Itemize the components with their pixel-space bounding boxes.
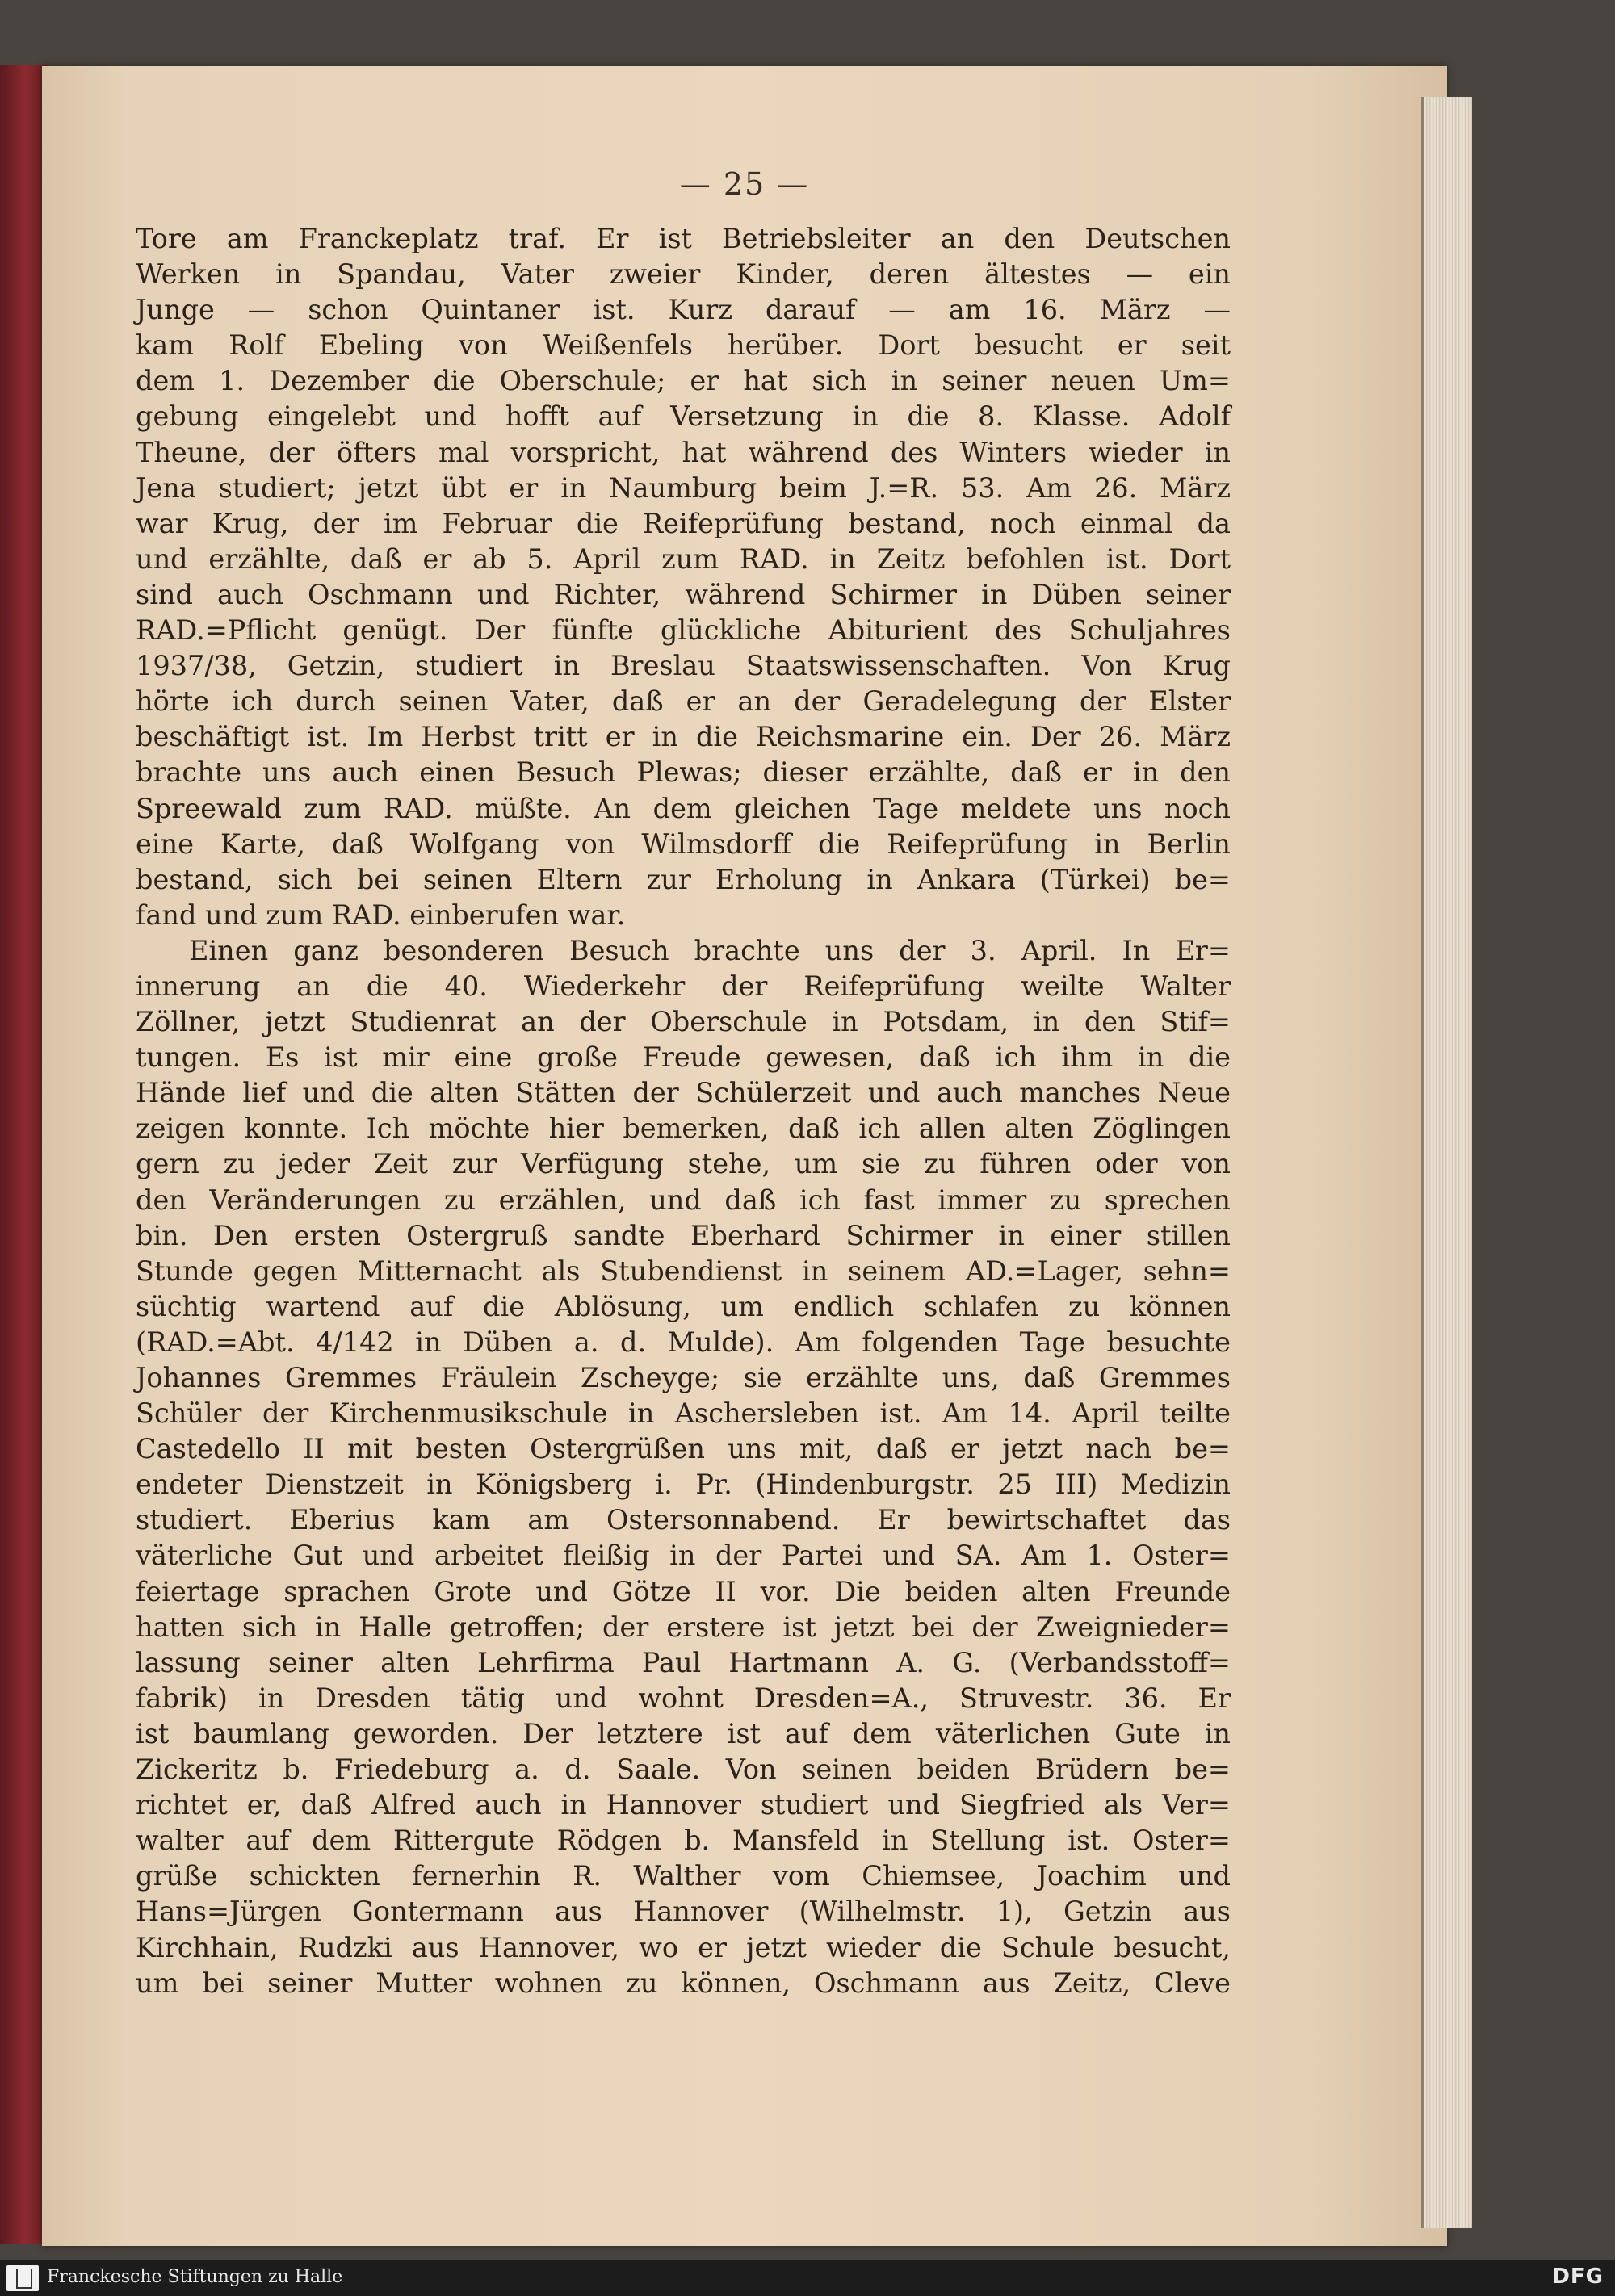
text-line: lassung seiner alten Lehrfirma Paul Hartmann A. G. (Verbandsstoff=	[136, 1646, 1231, 1678]
text-line: und erzählte, daß er ab 5. April zum RAD. in Zeitz befohlen ist. Dort	[136, 543, 1231, 575]
text-line: fand und zum RAD. einberufen war.	[136, 899, 626, 931]
text-line: beschäftigt ist. Im Herbst tritt er in die Reichsmarine ein. Der 26. März	[136, 721, 1231, 753]
institution-logo-icon	[6, 2265, 39, 2291]
text-line: innerung an die 40. Wiederkehr der Reifeprüfung weilte Walter	[136, 970, 1231, 1002]
text-line: Junge — schon Quintaner ist. Kurz darauf — am 16. März —	[136, 294, 1231, 326]
dfg-logo: DFG	[1552, 2265, 1604, 2289]
text-line: gebung eingelebt und hofft auf Versetzung in die 8. Klasse. Adolf	[136, 400, 1231, 433]
text-line: Schüler der Kirchenmusikschule in Aschersleben ist. Am 14. April teilte	[136, 1397, 1231, 1430]
text-line: Tore am Franckeplatz traf. Er ist Betriebsleiter an den Deutschen	[136, 223, 1231, 254]
text-line: tungen. Es ist mir eine große Freude gewesen, daß ich ihm in die	[136, 1041, 1231, 1074]
text-line: Zickeritz b. Friedeburg a. d. Saale. Von seinen beiden Brüdern be=	[136, 1753, 1231, 1786]
text-line: endeter Dienstzeit in Königsberg i. Pr. (Hindenburgstr. 25 III) Medizin	[136, 1469, 1231, 1501]
text-line: Einen ganz besonderen Besuch brachte uns der 3. April. In Er=	[189, 934, 1231, 966]
text-line: RAD.=Pflicht genügt. Der fünfte glückliche Abiturient des Schuljahres	[136, 614, 1231, 647]
text-line: Hände lief und die alten Stätten der Schülerzeit und auch manches Neue	[136, 1077, 1231, 1109]
text-line: 1937/38, Getzin, studiert in Breslau Staatswissenschaften. Von Krug	[136, 650, 1231, 682]
text-line: grüße schickten fernerhin R. Walther vom Chiemsee, Joachim und	[136, 1860, 1231, 1892]
text-line: Spreewald zum RAD. müßte. An dem gleichen Tage meldete uns noch	[136, 792, 1231, 824]
footer-institution: Franckesche Stiftungen zu Halle	[47, 2267, 343, 2287]
text-line: ist baumlang geworden. Der letztere ist auf dem väterlichen Gute in	[136, 1717, 1231, 1749]
text-line: (RAD.=Abt. 4/142 in Düben a. d. Mulde). Am folgenden Tage besuchte	[136, 1326, 1231, 1358]
text-line: zeigen konnte. Ich möchte hier bemerken, daß ich allen alten Zöglingen	[136, 1112, 1231, 1145]
text-line: süchtig wartend auf die Ablösung, um endlich schlafen zu können	[136, 1290, 1231, 1322]
text-line: um bei seiner Mutter wohnen zu können, Oschmann aus Zeitz, Cleve	[136, 1967, 1231, 1999]
text-line: hörte ich durch seinen Vater, daß er an der Geradelegung der Elster	[136, 685, 1231, 718]
text-line: Zöllner, jetzt Studienrat an der Oberschule in Potsdam, in den Stif=	[136, 1006, 1231, 1038]
book-cover-edge	[0, 65, 48, 2244]
text-line: Stunde gegen Mitternacht als Stubendienst in seinem AD.=Lager, sehn=	[136, 1255, 1231, 1287]
text-line: brachte uns auch einen Besuch Plewas; dieser erzählte, daß er in den	[136, 756, 1231, 789]
text-line: bin. Den ersten Ostergruß sandte Eberhard Schirmer in einer stillen	[136, 1219, 1231, 1251]
text-line: Hans=Jürgen Gontermann aus Hannover (Wilhelmstr. 1), Getzin aus	[136, 1896, 1231, 1928]
text-line: studiert. Eberius kam am Ostersonnabend. Er bewirtschaftet das	[136, 1504, 1231, 1536]
text-line: Theune, der öfters mal vorspricht, hat während des Winters wieder in	[136, 436, 1231, 468]
text-line: gern zu jeder Zeit zur Verfügung stehe, um sie zu führen oder von	[136, 1148, 1231, 1180]
text-line: walter auf dem Rittergute Rödgen b. Mansfeld in Stellung ist. Oster=	[136, 1825, 1231, 1857]
text-line: hatten sich in Halle getroffen; der erstere ist jetzt bei der Zweignieder=	[136, 1611, 1231, 1643]
text-line: dem 1. Dezember die Oberschule; er hat sich in seiner neuen Um=	[136, 365, 1231, 397]
text-line: Jena studiert; jetzt übt er in Naumburg beim J.=R. 53. Am 26. März	[136, 471, 1231, 504]
text-line: den Veränderungen zu erzählen, und daß ich fast immer zu sprechen	[136, 1184, 1231, 1216]
text-line: eine Karte, daß Wolfgang von Wilmsdorff die Reifeprüfung in Berlin	[136, 827, 1231, 860]
text-line: sind auch Oschmann und Richter, während Schirmer in Düben seiner	[136, 578, 1231, 610]
text-line: feiertage sprachen Grote und Götze II vor. Die beiden alten Freunde	[136, 1575, 1231, 1607]
text-line: Johannes Gremmes Fräulein Zscheyge; sie erzählte uns, daß Gremmes	[136, 1362, 1231, 1393]
book-page	[42, 66, 1447, 2246]
text-line: Castedello II mit besten Ostergrüßen uns mit, daß er jetzt nach be=	[136, 1433, 1231, 1465]
text-line: väterliche Gut und arbeitet fleißig in der Partei und SA. Am 1. Oster=	[136, 1540, 1231, 1572]
page-text	[136, 221, 1231, 2001]
text-line: fabrik) in Dresden tätig und wohnt Dresden=A., Struvestr. 36. Er	[136, 1682, 1231, 1714]
text-line: Werken in Spandau, Vater zweier Kinder, deren ältestes — ein	[136, 258, 1231, 291]
text-line: Kirchhain, Rudzki aus Hannover, wo er jetzt wieder die Schule besucht,	[136, 1931, 1231, 1963]
text-line: bestand, sich bei seinen Eltern zur Erholung in Ankara (Türkei) be=	[136, 863, 1231, 895]
text-line: richtet er, daß Alfred auch in Hannover studiert und Siegfried als Ver=	[136, 1789, 1231, 1821]
viewer-footer	[0, 2260, 1615, 2296]
text-line: war Krug, der im Februar die Reifeprüfung bestand, noch einmal da	[136, 507, 1231, 539]
text-line: kam Rolf Ebeling von Weißenfels herüber. Dort besucht er seit	[136, 329, 1231, 362]
page-stack-edge	[1421, 97, 1472, 2228]
page-number: — 25 —	[679, 166, 810, 202]
